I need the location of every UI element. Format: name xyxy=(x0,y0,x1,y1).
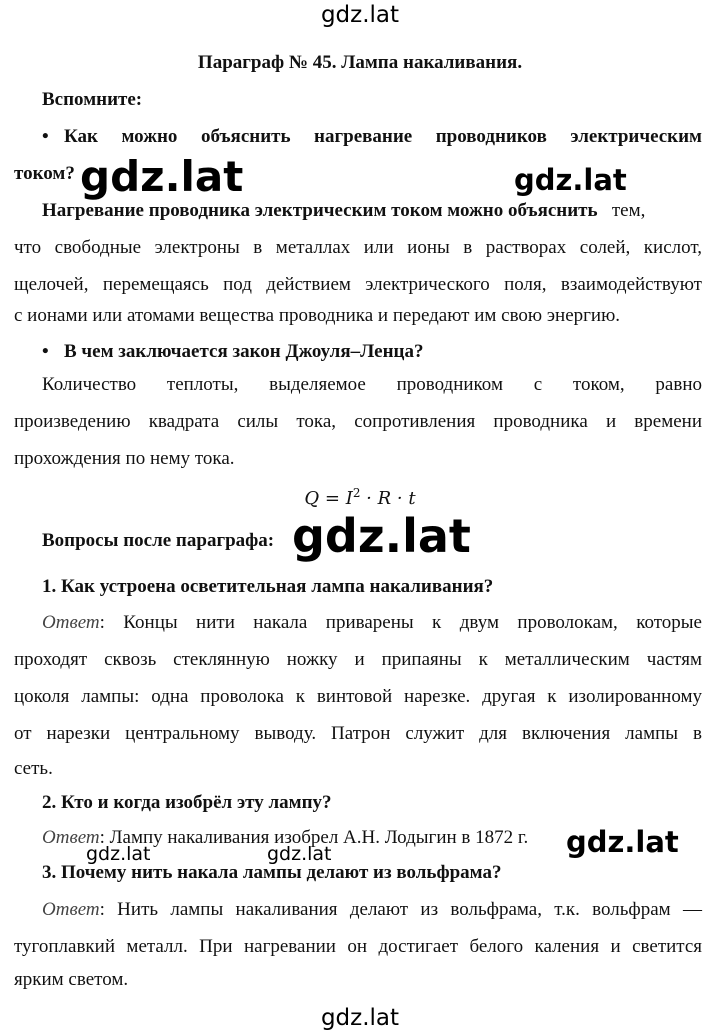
answer-2-line-1: Количество теплоты, выделяемое проводником с током, равно xyxy=(42,374,702,395)
formula-exponent: 2 xyxy=(352,486,361,500)
bullet-icon: • xyxy=(42,126,49,147)
watermark-large-1: gdz.lat xyxy=(80,152,244,201)
paragraph-answer-1-line-5: сеть. xyxy=(14,758,53,779)
watermark-bottom: gdz.lat xyxy=(320,1005,400,1031)
answer-1-line-3: щелочей, перемещаясь под действием электрического поля, взаимодействуют xyxy=(14,274,702,295)
paragraph-answer-1-line-4: от нарезки центральному выводу. Патрон служит для включения лампы в xyxy=(14,723,702,744)
paragraph-answer-3-line-3: ярким светом. xyxy=(14,969,129,990)
paragraph-answer-1-line-3: цоколя лампы: одна проволока к винтовой нарезке. другая к изолированному xyxy=(14,686,702,707)
paragraph-answer-1-text: : Концы нити накала приварены к двум проволокам, которые xyxy=(99,612,702,633)
paragraph-answer-3-line-2: тугоплавкий металл. При нагревании он достигает белого каления и светится xyxy=(14,936,702,957)
formula-right: · R · t xyxy=(360,488,416,509)
joule-lenz-formula xyxy=(0,482,720,510)
answer-2-line-2: произведению квадрата силы тока, сопротивления проводника и времени xyxy=(14,411,702,432)
question-1-text: Как можно объяснить нагревание проводников электрическим xyxy=(64,126,702,147)
question-1-line-2: током? xyxy=(14,163,75,184)
paragraph-answer-3-text: : Нить лампы накаливания делают из вольфрама, т.к. вольфрам — xyxy=(99,899,702,920)
watermark-medium-1: gdz.lat xyxy=(514,163,627,197)
paragraph-answer-2-text: : Лампу накаливания изобрел А.Н. Лодыгин в 1872 г. xyxy=(99,827,529,848)
answer-1-rest: тем, xyxy=(611,200,646,221)
page-title: Параграф № 45. Лампа накаливания. xyxy=(197,52,523,73)
watermark-large-2: gdz.lat xyxy=(292,509,471,563)
paragraph-answer-3-line-1 xyxy=(42,899,702,921)
question-2-text: В чем заключается закон Джоуля–Ленца? xyxy=(64,341,424,362)
question-2 xyxy=(42,341,702,363)
paragraph-question-1: 1. Как устроена осветительная лампа накаливания? xyxy=(42,576,494,597)
answer-label: Ответ xyxy=(42,612,100,633)
watermark-top: gdz.lat xyxy=(320,2,400,28)
question-1-line-1 xyxy=(42,126,702,148)
answer-1-line-1 xyxy=(42,200,702,222)
paragraph-answer-1-line-2: проходят сквозь стеклянную ножку и припаяны к металлическим частям xyxy=(14,649,702,670)
watermark-small-2: gdz.lat xyxy=(267,843,332,865)
answer-1-bold-part: Нагревание проводника электрическим током можно объяснить xyxy=(42,200,598,221)
paragraph-question-3: 3. Почему нить накала лампы делают из вольфрама? xyxy=(42,862,502,883)
after-paragraph-heading: Вопросы после параграфа: xyxy=(42,530,275,551)
answer-label: Ответ xyxy=(42,827,100,848)
answer-1-line-2: что свободные электроны в металлах или ионы в растворах солей, кислот, xyxy=(14,237,702,258)
watermark-small-1: gdz.lat xyxy=(86,843,151,865)
recall-heading: Вспомните: xyxy=(42,89,143,110)
paragraph-answer-1-line-1 xyxy=(42,612,702,634)
bullet-icon: • xyxy=(42,341,49,362)
answer-1-line-4: с ионами или атомами вещества проводника и передают им свою энергию. xyxy=(14,305,621,326)
answer-label: Ответ xyxy=(42,899,100,920)
paragraph-question-2: 2. Кто и когда изобрёл эту лампу? xyxy=(42,792,332,813)
watermark-medium-2: gdz.lat xyxy=(566,825,679,859)
answer-2-line-3: прохождения по нему тока. xyxy=(14,448,235,469)
formula-left: Q = I xyxy=(304,488,353,509)
